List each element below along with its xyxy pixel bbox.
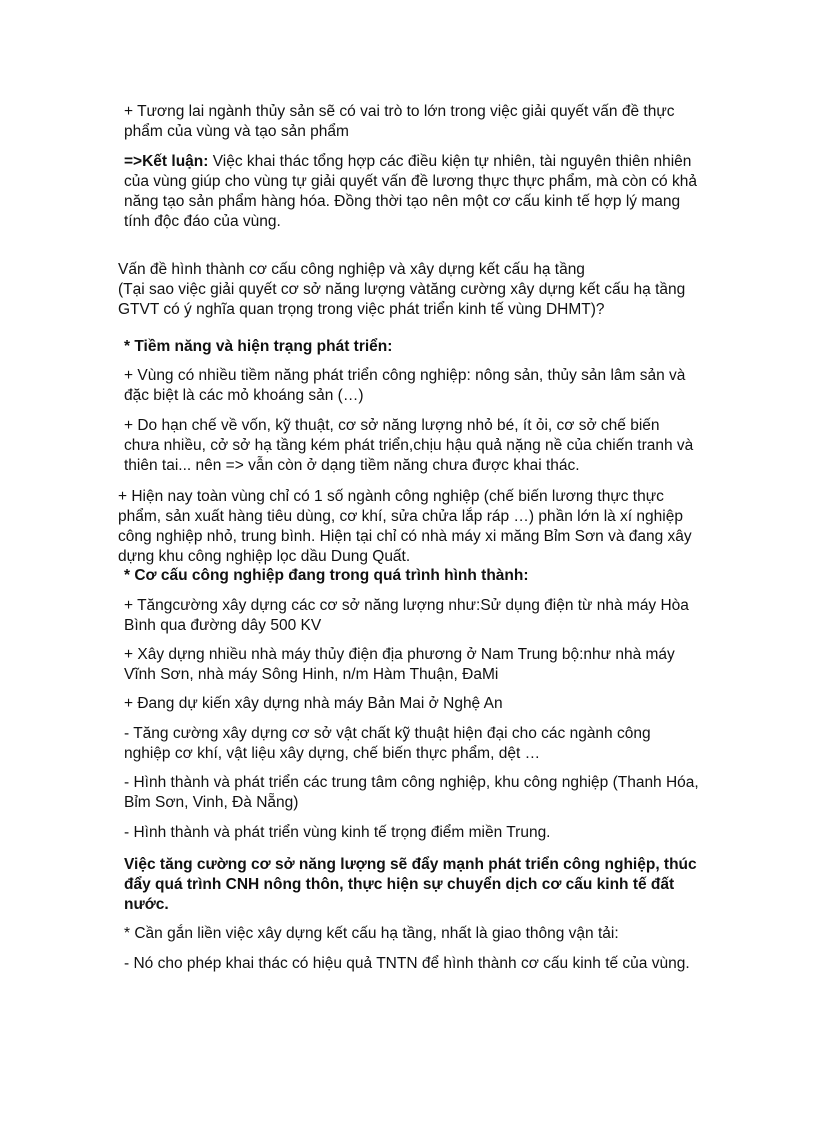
paragraph-fisheries-future: + Tương lai ngành thủy sản sẽ có vai trò to lớn trong việc giải quyết vấn đề thực phẩm của vùng và tạo sản phẩm — [124, 103, 675, 140]
section-heading: Vấn đề hình thành cơ cấu công nghiệp và xây dựng kết cấu hạ tầng — [118, 261, 585, 278]
paragraph-infrastructure: * Cần gắn liền việc xây dựng kết cấu hạ tầng, nhất là giao thông vận tải: — [124, 925, 619, 942]
paragraph-resources: - Nó cho phép khai thác có hiệu quả TNTN để hình thành cơ cấu kinh tế của vùng. — [124, 955, 690, 972]
paragraph-banmai: + Đang dự kiến xây dựng nhà máy Bản Mai ở Nghệ An — [124, 695, 503, 712]
conclusion-label: =>Kết luận: — [124, 153, 209, 170]
conclusion-text: Việc khai thác tổng hợp các điều kiện tự nhiên, tài nguyên thiên nhiên của vùng giúp cho vùng tự giải quyết vấn đề lương thực thực phẩm, mà còn có khả năng tạo sản phẩm hàng hóa. Đồng thời tạo nên một cơ cấu kinh tế hợp lý mang tính độc đáo của vùng. — [124, 153, 697, 230]
paragraph-conclusion — [124, 152, 699, 232]
paragraph-current-industry: + Hiện nay toàn vùng chỉ có 1 số ngành công nghiệp (chế biến lương thực thực phẩm, sản xuất hàng tiêu dùng, cơ khí, sửa chửa lắp ráp …) phần lớn là xí nghiệp công nghiệp nhỏ, trung bình. Hiện tại chỉ có nhà máy xi măng Bỉm Sơn và đang xây dựng khu công nghiệp lọc dầu Dung Quất. — [118, 488, 692, 565]
paragraph-limitations: + Do hạn chế về vốn, kỹ thuật, cơ sở năng lượng nhỏ bé, ít ỏi, cơ sở chế biến chưa nhiều, cở sở hạ tầng kém phát triển,chịu hậu quả nặng nề của chiến tranh và thiên tai... nên => vẫn còn ở dạng tiềm năng chưa được khai thác. — [124, 417, 694, 474]
paragraph-technical-base: - Tăng cường xây dựng cơ sở vật chất kỹ thuật hiện đại cho các ngành công nghiệp cơ khí, vật liệu xây dựng, chế biến thực phẩm, dệt … — [124, 725, 651, 762]
paragraph-energy-conclusion: Việc tăng cường cơ sở năng lượng sẽ đẩy mạnh phát triển công nghiệp, thúc đẩy quá trình CNH nông thôn, thực hiện sự chuyển dịch cơ cấu kinh tế đất nước. — [124, 856, 697, 913]
section-question: (Tại sao việc giải quyết cơ sở năng lượng vàtăng cường xây dựng kết cấu hạ tầng GTVT có ý nghĩa quan trọng trong việc phát triển kinh tế vùng DHMT)? — [118, 281, 686, 318]
subheading-potential: * Tiềm năng và hiện trạng phát triển: — [124, 338, 393, 355]
paragraph-industrial-centers: - Hình thành và phát triển các trung tâm công nghiệp, khu công nghiệp (Thanh Hóa, Bỉm Sơn, Vinh, Đà Nẵng) — [124, 774, 699, 811]
paragraph-energy-hoabinh: + Tăngcường xây dựng các cơ sở năng lượng như:Sử dụng điện từ nhà máy Hòa Bình qua đường dây 500 KV — [124, 597, 689, 634]
paragraph-hydropower: + Xây dựng nhiều nhà máy thủy điện địa phương ở Nam Trung bộ:như nhà máy Vĩnh Sơn, nhà máy Sông Hinh, n/m Hàm Thuận, ĐaMi — [124, 646, 675, 683]
subheading-structure: * Cơ cấu công nghiệp đang trong quá trình hình thành: — [124, 567, 529, 584]
paragraph-key-economic-zone: - Hình thành và phát triển vùng kinh tế trọng điểm miền Trung. — [124, 824, 551, 841]
paragraph-potential: + Vùng có nhiều tiềm năng phát triển công nghiệp: nông sản, thủy sản lâm sản và đặc biệt là các mỏ khoáng sản (…) — [124, 367, 686, 404]
